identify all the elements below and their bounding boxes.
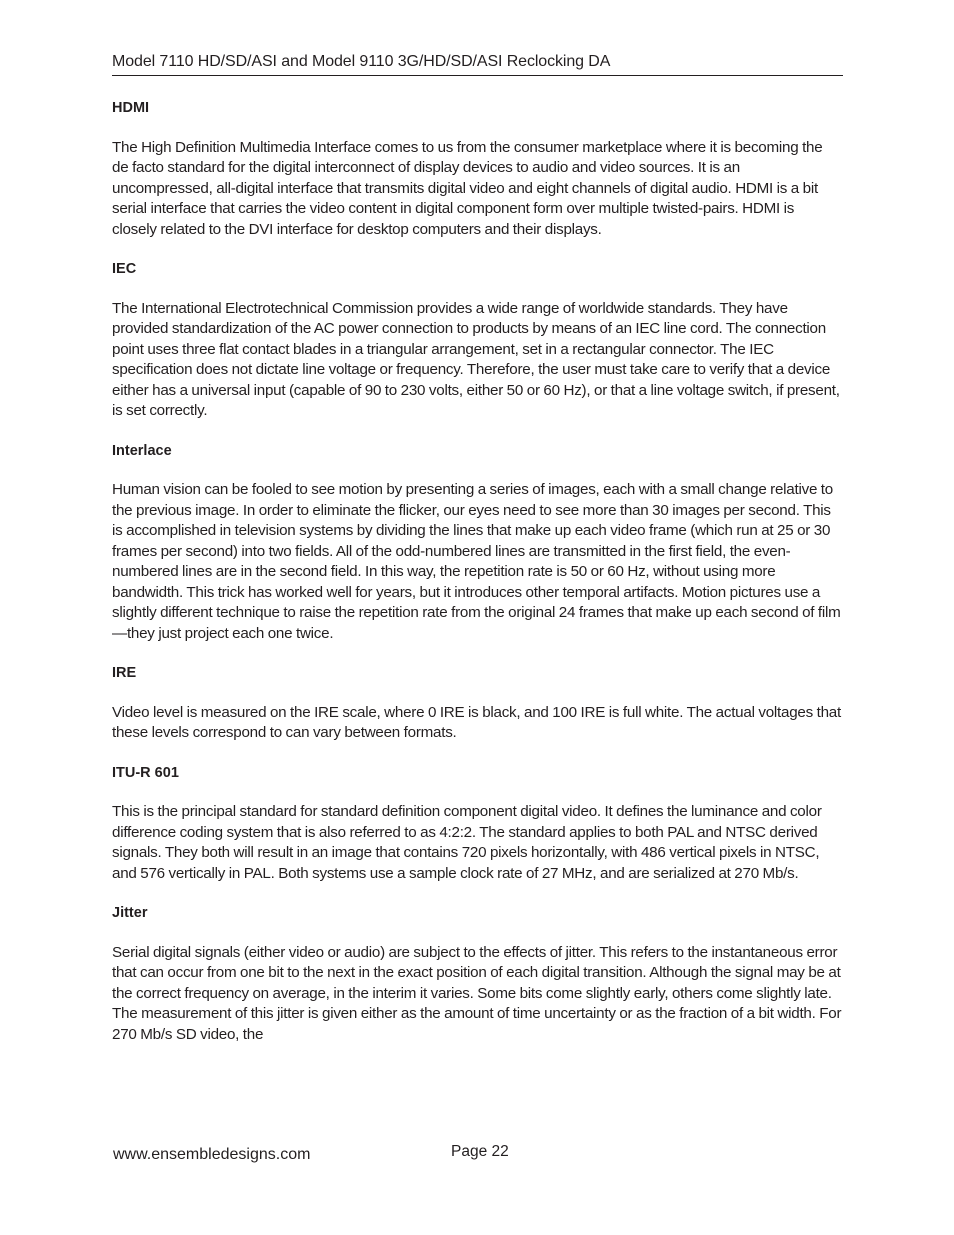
section-heading: Jitter — [112, 905, 148, 921]
section-heading: Interlace — [112, 442, 172, 459]
section-jitter — [112, 903, 842, 1045]
footer-website-link[interactable]: www.ensembledesigns.com — [113, 1146, 311, 1163]
page-content — [112, 98, 842, 1064]
section-iec — [112, 259, 842, 422]
header-rule — [112, 75, 843, 76]
section-heading: IRE — [112, 665, 137, 681]
page-header: Model 7110 HD/SD/ASI and Model 9110 3G/HD/SD/ASI Reclocking DA — [112, 53, 611, 70]
section-itu-r-601 — [112, 763, 842, 885]
footer-page-number: Page 22 — [451, 1143, 509, 1160]
section-heading: IEC — [112, 261, 137, 277]
section-body: Serial digital signals (either video or audio) are subject to the effects of jitter. This refers to the instantaneous error that can occur from one bit to the next in the exact position of each digital transition. Although the signal may be at the correct frequency on average, in the interim it varies. Some bits come slightly early, others come slightly late. The measurement of this jitter is given either as the amount of time uncertainty or as the fraction of a bit width. For 270 Mb/s SD video, the — [112, 943, 842, 1043]
section-interlace — [112, 441, 842, 645]
section-heading: HDMI — [112, 100, 150, 116]
section-ire — [112, 663, 842, 744]
section-body: This is the principal standard for standard definition component digital video. It defines the luminance and color difference coding system that is also referred to as 4:2:2. The standard applies to both PAL and NTSC derived signals. They both will result in an image that contains 720 pixels horizontally, with 486 vertical pixels in NTSC, and 576 vertically in PAL. Both systems use a sample clock rate of 27 MHz, and are serialized at 270 Mb/s. — [112, 803, 822, 882]
section-heading: ITU-R 601 — [112, 764, 179, 781]
section-hdmi — [112, 98, 842, 240]
section-body: The High Definition Multimedia Interface comes to us from the consumer marketplace where it is becoming the de facto standard for the digital interconnect of display devices to audio and video sources. It is an uncompressed, all-digital interface that transmits digital video and eight channels of digital audio. HDMI is a bit serial interface that carries the video content in digital component form over multiple twisted-pairs. HDMI is closely related to the DVI interface for desktop computers and their displays. — [112, 138, 823, 238]
section-body: Human vision can be fooled to see motion by presenting a series of images, each with a small change relative to the previous image. In order to eliminate the flicker, our eyes need to see more than 30 images per second. This is accomplished in television systems by dividing the lines that make up each video frame (which run at 25 or 30 frames per second) into two fields. All of the odd-numbered lines are transmitted in the first field, the even-numbered lines are in the second field. In this way, the repetition rate is 50 or 60 Hz, without using more bandwidth. This trick has worked well for years, but it introduces other temporal artifacts. Motion pictures use a slightly different technique to raise the repetition rate from the original 24 frames that make up each second of film—they just project each one twice. — [112, 481, 841, 642]
section-body: The International Electrotechnical Commission provides a wide range of worldwide standards. They have provided standardization of the AC power connection to products by means of an IEC line cord. The connection point uses three flat contact blades in a triangular arrangement, set in a rectangular connector. The IEC specification does not dictate line voltage or frequency. Therefore, the user must take care to verify that a device either has a universal input (capable of 90 to 230 volts, either 50 or 60 Hz), or that a line voltage switch, if present, is set correctly. — [112, 299, 840, 419]
section-body: Video level is measured on the IRE scale, where 0 IRE is black, and 100 IRE is full white. The actual voltages that these levels correspond to can vary between formats. — [112, 703, 841, 741]
